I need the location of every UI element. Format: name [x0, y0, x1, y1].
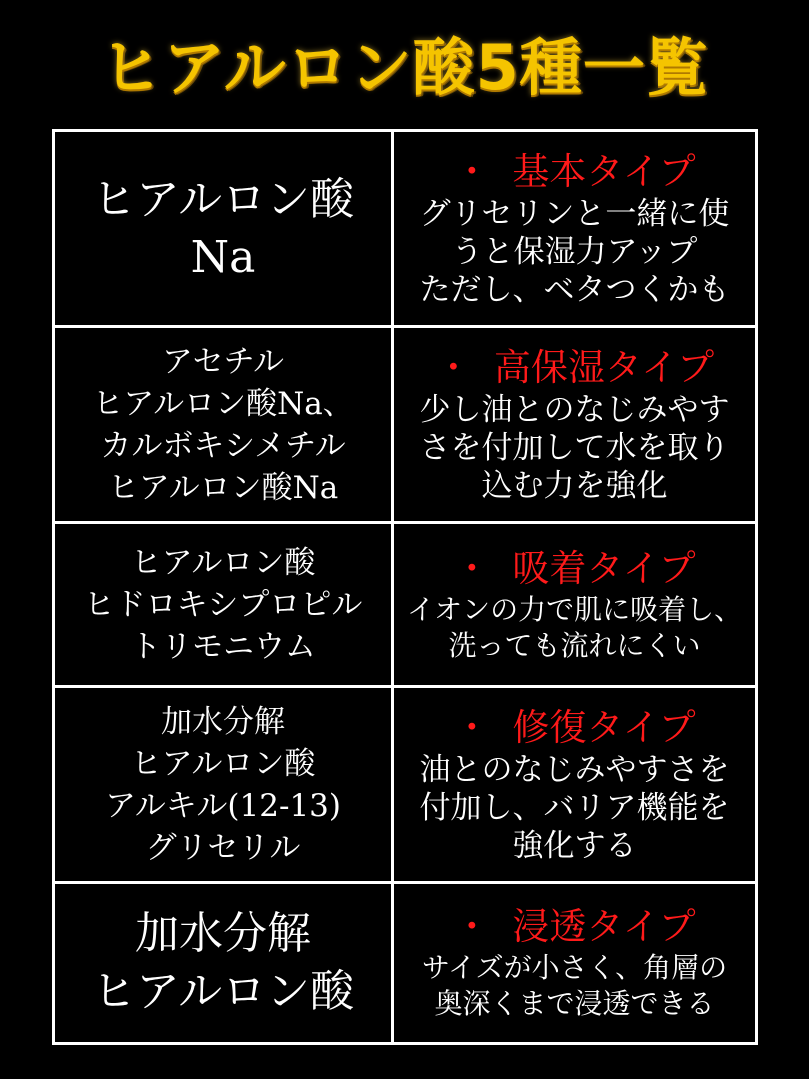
page-title: ヒアルロン酸5種一覧: [100, 31, 709, 104]
table-row: [55, 521, 755, 685]
ingredient-name-cell: [55, 328, 394, 521]
table-row: [55, 132, 755, 325]
bullet-icon: ・: [453, 705, 491, 749]
description-line: 洗っても流れにくい: [448, 628, 701, 662]
description-line: 少し油とのなじみやす: [419, 391, 730, 428]
ingredient-name: ヒアルロン酸: [130, 745, 316, 782]
description-line: 強化する: [512, 827, 637, 864]
ingredient-name: グリセリル: [145, 829, 301, 866]
ingredient-name-cell: [55, 884, 394, 1042]
description-line: 付加し、バリア機能を: [419, 789, 730, 826]
type-label: [435, 345, 714, 391]
type-label: [453, 904, 695, 950]
ingredient-name: ヒアルロン酸: [91, 173, 355, 225]
ingredient-name-cell: [55, 524, 394, 685]
description-line: 油とのなじみやすさを: [419, 751, 730, 788]
type-text: 修復タイプ: [512, 705, 696, 749]
ingredient-desc-cell: [394, 132, 755, 325]
ingredient-name: 加水分解: [161, 703, 285, 740]
table-row: [55, 685, 755, 881]
ingredient-name: ヒアルロン酸: [91, 966, 355, 1017]
description-line: 奥深くまで浸透できる: [434, 987, 715, 1020]
ingredient-desc-cell: [394, 524, 755, 685]
bullet-icon: ・: [453, 149, 491, 193]
type-text: 高保湿タイプ: [493, 345, 715, 389]
type-label: [453, 705, 695, 751]
ingredient-name: ヒアルロン酸Na: [107, 469, 339, 506]
ingredient-name: ヒドロキシプロピル: [83, 586, 363, 623]
ingredient-name: アセチル: [161, 343, 285, 380]
bullet-icon: ・: [434, 345, 472, 389]
ingredient-name: Na: [190, 231, 256, 283]
ingredient-name: カルボキシメチル: [100, 427, 346, 464]
description-line: サイズが小さく、角層の: [421, 951, 728, 984]
description-line: うと保湿力アップ: [451, 233, 698, 270]
description-line: ただし、ベタつくかも: [419, 271, 730, 308]
ingredient-name: アルキル(12-13): [104, 787, 341, 824]
ingredient-name: ヒアルロン酸Na、: [92, 385, 354, 422]
description-line: さを付加して水を取り: [419, 429, 730, 466]
description-line: イオンの力で肌に吸着し、: [406, 592, 743, 626]
ingredient-name-cell: [55, 132, 394, 325]
bullet-icon: ・: [453, 546, 491, 590]
ingredient-name-cell: [55, 688, 394, 881]
description-line: グリセリンと一緒に使: [419, 195, 730, 232]
ingredient-name: 加水分解: [135, 908, 311, 959]
type-label: [453, 546, 695, 592]
ingredient-desc-cell: [394, 688, 755, 881]
type-text: 浸透タイプ: [512, 905, 696, 948]
description-line: 込む力を強化: [481, 467, 668, 504]
table-row: [55, 325, 755, 521]
table-row: [55, 881, 755, 1042]
ingredient-name: トリモニウム: [130, 628, 316, 665]
ingredient-name: ヒアルロン酸: [130, 544, 316, 581]
hyaluronic-acid-table: [52, 129, 758, 1045]
type-label: [453, 149, 695, 195]
type-text: 吸着タイプ: [512, 546, 696, 590]
type-text: 基本タイプ: [512, 149, 696, 193]
ingredient-desc-cell: [394, 328, 755, 521]
bullet-icon: ・: [453, 905, 491, 948]
ingredient-desc-cell: [394, 884, 755, 1042]
